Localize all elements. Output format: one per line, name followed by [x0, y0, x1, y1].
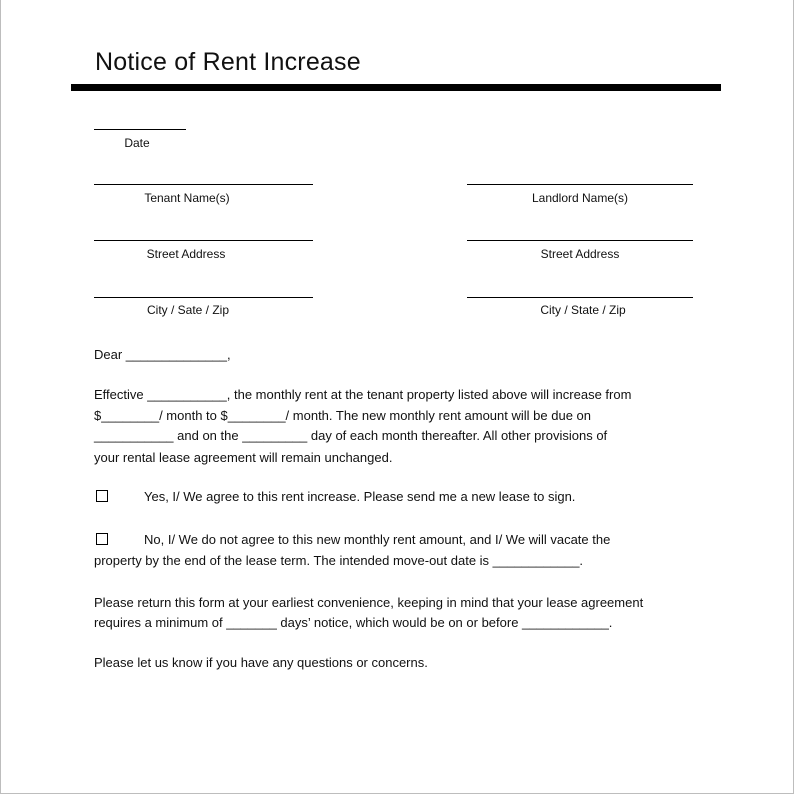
landlord-name-label: Landlord Name(s): [531, 191, 629, 205]
tenant-name-label: Tenant Name(s): [144, 191, 230, 205]
salutation: Dear ______________,: [94, 347, 231, 362]
landlord-name-line[interactable]: [467, 184, 693, 185]
title-rule: [71, 84, 721, 91]
body-line-2: $________/ month to $________/ month. The new monthly rent amount will be due on: [94, 408, 591, 423]
body-line-1: Effective ___________, the monthly rent at the tenant property listed above will increase from: [94, 387, 632, 402]
disagree-checkbox[interactable]: [96, 533, 108, 545]
agree-checkbox[interactable]: [96, 490, 108, 502]
tenant-name-line[interactable]: [94, 184, 313, 185]
closing-text: Please let us know if you have any questions or concerns.: [94, 655, 428, 670]
document-title: Notice of Rent Increase: [95, 48, 361, 76]
date-label: Date: [124, 136, 150, 150]
tenant-street-line[interactable]: [94, 240, 313, 241]
option-yes-text: Yes, I/ We agree to this rent increase. Please send me a new lease to sign.: [144, 489, 576, 504]
tenant-city-line[interactable]: [94, 297, 313, 298]
return-line-2: requires a minimum of _______ days’ notice, which would be on or before ____________.: [94, 615, 613, 630]
landlord-city-label: City / State / Zip: [540, 303, 626, 317]
body-line-3: ___________ and on the _________ day of each month thereafter. All other provisions of: [94, 428, 608, 443]
tenant-street-label: Street Address: [146, 247, 226, 261]
option-no-line-1: No, I/ We do not agree to this new monthly rent amount, and I/ We will vacate the: [144, 532, 611, 547]
date-line[interactable]: [94, 129, 186, 130]
body-line-4: your rental lease agreement will remain unchanged.: [94, 450, 393, 465]
return-line-1: Please return this form at your earliest convenience, keeping in mind that your lease agreement: [94, 595, 644, 610]
landlord-street-label: Street Address: [540, 247, 620, 261]
landlord-street-line[interactable]: [467, 240, 693, 241]
option-no-line-2: property by the end of the lease term. The intended move-out date is ____________.: [94, 553, 584, 568]
tenant-city-label: City / Sate / Zip: [146, 303, 230, 317]
landlord-city-line[interactable]: [467, 297, 693, 298]
